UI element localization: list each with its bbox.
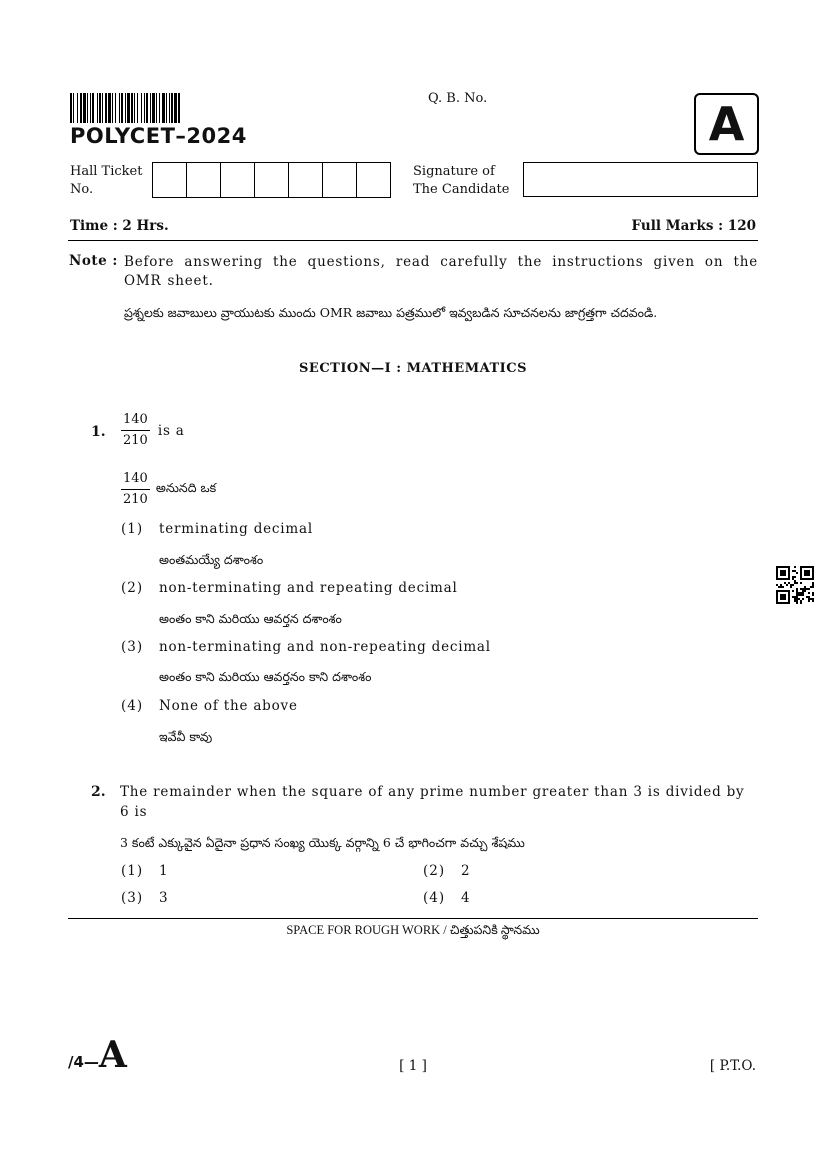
page-number: [ 1 ] (399, 1058, 427, 1074)
option-number: (2) (423, 863, 446, 879)
exam-title: POLYCET–2024 (70, 124, 247, 148)
question-number: 2. (91, 784, 106, 800)
hall-ticket-boxes[interactable] (153, 162, 391, 198)
question-stem-telugu (121, 471, 216, 508)
option-number: (3) (121, 890, 144, 906)
qb-number-label: Q. B. No. (428, 91, 488, 106)
stem-text: is a (157, 422, 185, 439)
note-text-english: Before answering the questions, read carefully the instructions given on the OMR sheet. (124, 254, 758, 289)
fraction-denominator: 210 (123, 492, 148, 507)
fraction (121, 412, 150, 449)
hall-ticket-label: Hall Ticket No. (70, 164, 143, 197)
booklet-code-letter: A (98, 1034, 127, 1076)
question-stem-english-cont: 6 is (120, 804, 148, 820)
fraction (121, 471, 150, 508)
signature-label: Signature of The Candidate (413, 164, 510, 197)
option-text-english: terminating decimal (159, 521, 313, 537)
hall-ticket-digit-box[interactable] (220, 162, 255, 198)
fraction-denominator: 210 (123, 433, 148, 448)
option-value: 3 (159, 890, 169, 906)
set-code-badge: A (694, 93, 759, 155)
barcode-icon (70, 93, 294, 123)
option-text-english: None of the above (159, 698, 298, 714)
option-number: (4) (121, 698, 144, 714)
question-number: 1. (91, 424, 106, 440)
hall-ticket-digit-box[interactable] (322, 162, 357, 198)
stem-text: అనునది ఒక (155, 480, 217, 495)
option-text-telugu: అంతం కాని మరియు ఆవర్తన దశాంశం (159, 611, 342, 626)
qr-code-icon (776, 566, 814, 604)
rough-work-divider (68, 918, 758, 919)
option-number: (4) (423, 890, 446, 906)
option-text-english: non-terminating and repeating decimal (159, 580, 458, 596)
option-number: (3) (121, 639, 144, 655)
question-stem-telugu: 3 కంటే ఎక్కువైన ఏదైనా ప్రధాన సంఖ్య యొక్క వర్గాన్ని 6 చే భాగించగా వచ్చు శేషము (120, 835, 525, 850)
pto-label: [ P.T.O. (709, 1058, 756, 1074)
hall-ticket-digit-box[interactable] (356, 162, 391, 198)
booklet-code-prefix: /4— (68, 1053, 99, 1071)
rough-work-label: SPACE FOR ROUGH WORK / చిత్తుపనికి స్థానము (286, 923, 540, 937)
hall-ticket-digit-box[interactable] (254, 162, 289, 198)
option-value: 4 (461, 890, 471, 906)
hall-ticket-digit-box[interactable] (186, 162, 221, 198)
question-stem-english (121, 412, 185, 449)
question-stem-english: The remainder when the square of any prime number greater than 3 is divided by (120, 784, 745, 800)
hall-ticket-digit-box[interactable] (152, 162, 187, 198)
fraction-numerator: 140 (121, 471, 150, 490)
option-text-telugu: ఇవేవీ కావు (159, 729, 213, 744)
option-value: 2 (461, 863, 471, 879)
option-number: (2) (121, 580, 144, 596)
section-title: SECTION—I : MATHEMATICS (299, 361, 527, 376)
time-label: Time : 2 Hrs. (70, 218, 169, 234)
option-number: (1) (121, 863, 144, 879)
note-label: Note : (69, 253, 118, 269)
option-text-telugu: అంతమయ్యే దశాంశం (159, 552, 264, 567)
full-marks-label: Full Marks : 120 (631, 218, 756, 234)
header-divider (68, 240, 758, 241)
hall-ticket-digit-box[interactable] (288, 162, 323, 198)
fraction-numerator: 140 (121, 412, 150, 431)
signature-box[interactable] (523, 162, 758, 197)
option-text-telugu: అంతం కాని మరియు ఆవర్తనం కాని దశాంశం (159, 669, 372, 684)
note-text-telugu: ప్రశ్నలకు జవాబులు వ్రాయుటకు ముందు OMR జవాబు పత్రములో ఇవ్వబడిన సూచనలను జాగ్రత్తగా చదవండి. (124, 305, 658, 320)
option-value: 1 (159, 863, 169, 879)
option-text-english: non-terminating and non-repeating decimal (159, 639, 491, 655)
option-number: (1) (121, 521, 144, 537)
